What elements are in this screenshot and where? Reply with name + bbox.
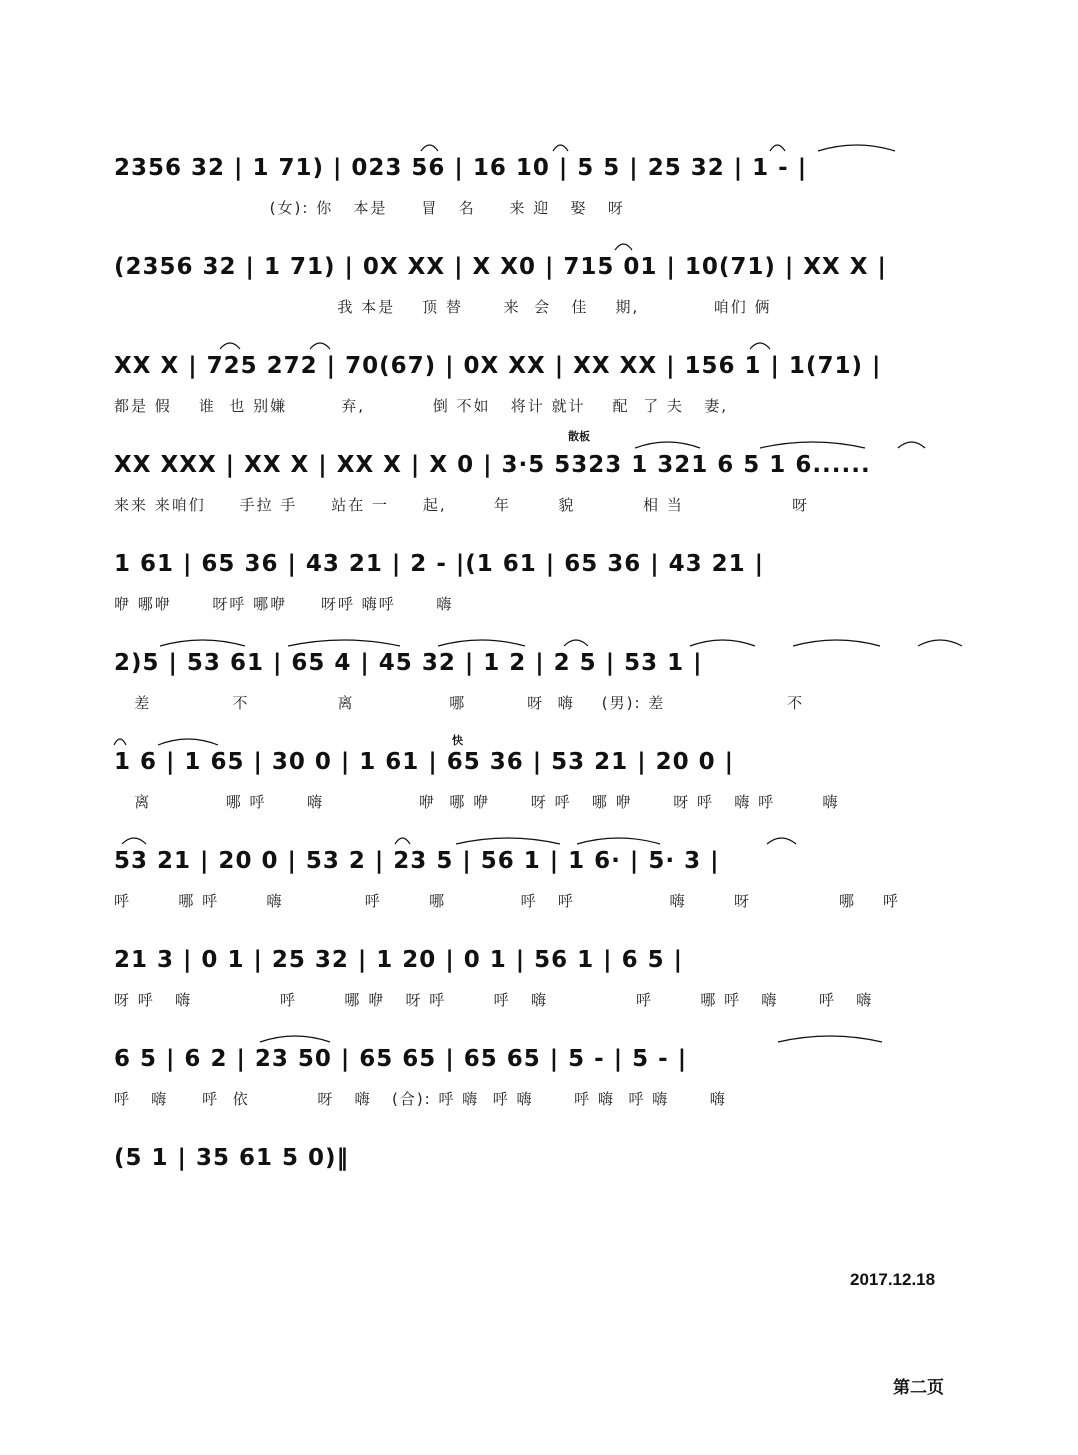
score-line-6-lyrics: 差 不 离 哪 呀 嗨 (男): 差 不	[114, 694, 805, 712]
score-line-11-notes: (5 1 | 35 61 5 0)‖	[114, 1145, 349, 1171]
score-line-3-notes: XX X | 725 272 | 70(67) | 0X XX | XX XX | 156 1 | 1(71) |	[114, 353, 882, 379]
score-line-6-notes: 2)5 | 53 61 | 65 4 | 45 32 | 1 2 | 2 5 | 53 1 |	[114, 650, 703, 676]
score-line-10-lyrics: 呼 嗨 呼 依 呀 嗨 (合): 呼 嗨 呼 嗨 呼 嗨 呼 嗨 嗨	[114, 1090, 727, 1108]
score-line-10-notes: 6 5 | 6 2 | 23 50 | 65 65 | 65 65 | 5 - | 5 - |	[114, 1046, 688, 1072]
score-line-8-notes: 53 21 | 20 0 | 53 2 | 23 5 | 56 1 | 1 6· | 5· 3 |	[114, 848, 720, 874]
score-line-1-notes: 2356 32 | 1 71) | 023 56 | 16 10 | 5 5 | 25 32 | 1 - |	[114, 155, 808, 181]
score-line-2-notes: (2356 32 | 1 71) | 0X XX | X X0 | 715 01 | 10(71) | XX X |	[114, 254, 887, 280]
page-label: 第二页	[893, 1378, 944, 1398]
kuai-mark: 快	[452, 734, 463, 747]
score-line-4-lyrics: 来来 来咱们 手拉 手 站在 一 起, 年 貌 相 当 呀	[114, 496, 810, 514]
score-line-2-lyrics: 我 本是 顶 替 来 会 佳 期, 咱们 俩	[114, 298, 772, 316]
score-line-8-lyrics: 呼 哪 呼 嗨 呼 哪 呼 呼 嗨 呀 哪 呼	[114, 892, 901, 910]
score-line-9-lyrics: 呀 呼 嗨 呼 哪 咿 呀 呼 呼 嗨 呼 哪 呼 嗨 呼 嗨	[114, 991, 874, 1009]
score-line-7-lyrics: 离 哪 呼 嗨 咿 哪 咿 呀 呼 哪 咿 呀 呼 嗨 呼 嗨	[114, 793, 840, 811]
date: 2017.12.18	[850, 1270, 936, 1289]
score-line-4-notes: XX XXX | XX X | XX X | X 0 | 3·5 5323 1 321 6 5 1 6......	[114, 452, 871, 478]
score-line-1-lyrics: (女): 你 本是 冒 名 来 迎 娶 呀	[114, 199, 625, 217]
score-line-7-notes: 1 6 | 1 65 | 30 0 | 1 61 | 65 36 | 53 21 | 20 0 |	[114, 749, 735, 775]
score-line-5-lyrics: 咿 哪咿 呀呼 哪咿 呀呼 嗨呼 嗨	[114, 595, 454, 613]
score-line-3-lyrics: 都是 假 谁 也 别嫌 弃, 倒 不如 将计 就计 配 了 夫 妻,	[114, 397, 729, 415]
score-line-9-notes: 21 3 | 0 1 | 25 32 | 1 20 | 0 1 | 56 1 | 6 5 |	[114, 947, 684, 973]
sanban-mark: 散板	[568, 430, 590, 443]
score-line-5-notes: 1 61 | 65 36 | 43 21 | 2 - |(1 61 | 65 36 | 43 21 |	[114, 551, 765, 577]
